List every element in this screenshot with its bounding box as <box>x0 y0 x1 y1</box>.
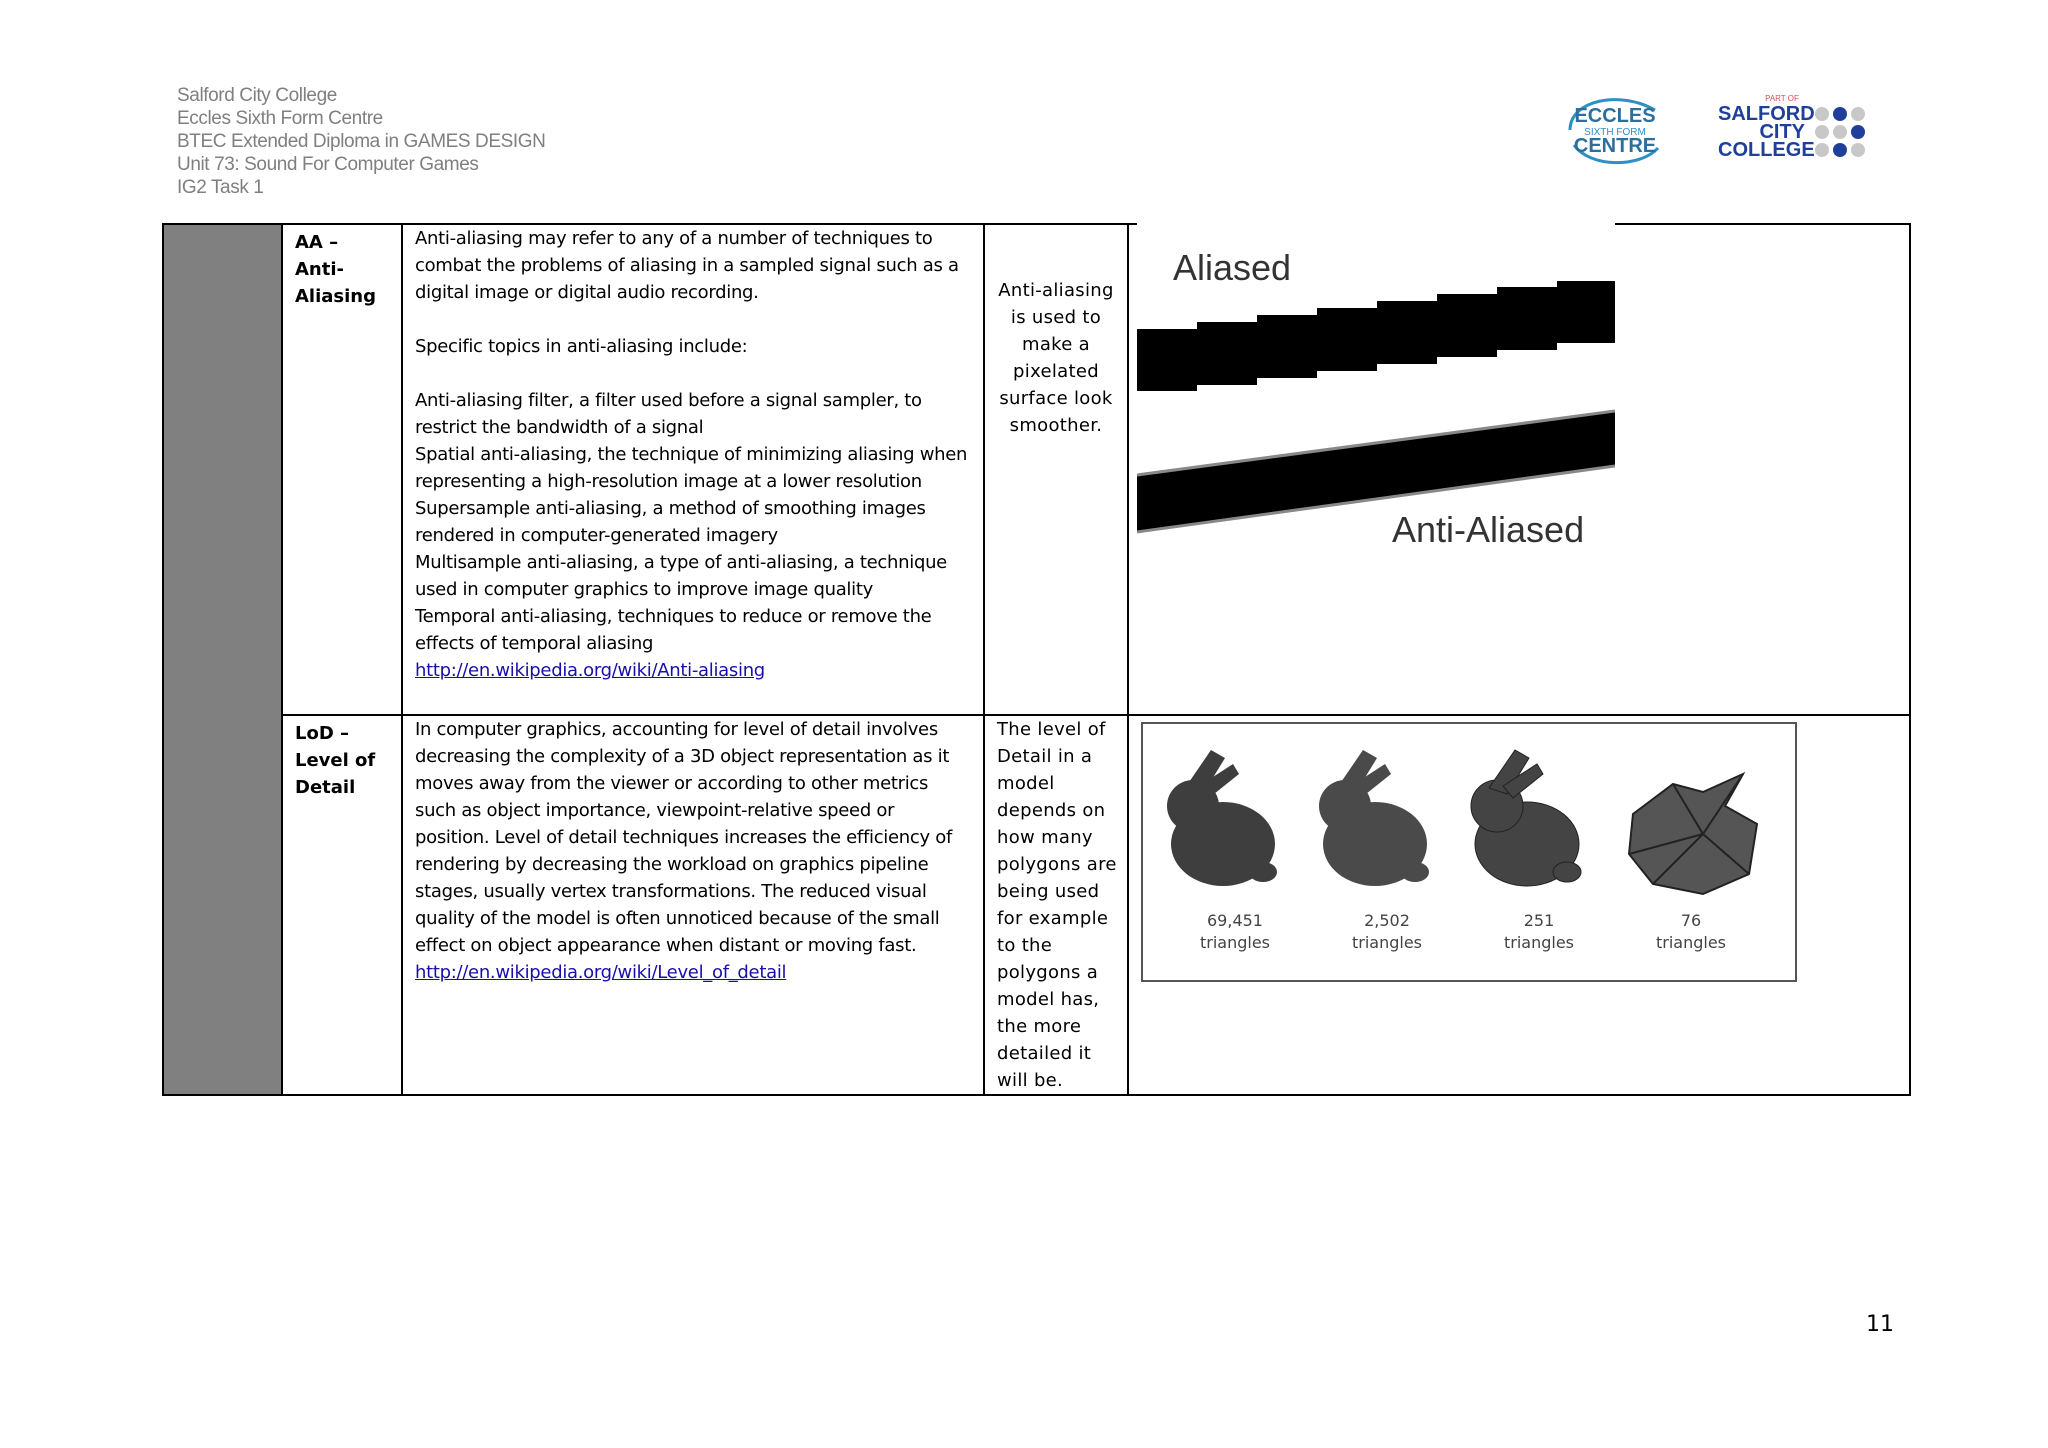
description-paragraph: In computer graphics, accounting for level of detail involves decreasing the complexity of a 3D object representation as it moves away from the viewer or according to other metrics such as object importance, viewpoint-relative speed or position. Level of detail techniques increases the efficiency of rendering by decreasing the workload on graphics pipeline stages, usually vertex transformations. The reduced visual quality of the model is often unnoticed because of the small effect on object appearance when distant or moving fast. <box>415 719 952 956</box>
description-paragraph: Specific topics in anti-aliasing include: <box>415 336 748 357</box>
header-centre: Eccles Sixth Form Centre <box>177 108 383 129</box>
description-paragraph: Supersample anti-aliasing, a method of smoothing images rendered in computer-generated imagery <box>415 498 926 546</box>
description-paragraph: Spatial anti-aliasing, the technique of minimizing aliasing when representing a high-resolution image at a lower resolution <box>415 444 968 492</box>
header-task: IG2 Task 1 <box>177 177 264 198</box>
description-paragraph: Anti-aliasing may refer to any of a number of techniques to combat the problems of aliasing in a sampled signal such as a digital image or digital audio recording. <box>415 228 959 303</box>
description-paragraph: Temporal anti-aliasing, techniques to reduce or remove the effects of temporal aliasing <box>415 606 932 654</box>
eccles-word3: CENTRE <box>1573 135 1657 157</box>
eccles-logo <box>1560 90 1670 170</box>
salford-word2: CITY <box>1759 121 1805 143</box>
logos <box>1560 90 1880 170</box>
image-cell <box>1128 715 1910 1095</box>
header-college: Salford City College <box>177 85 337 106</box>
summary-cell: Anti-aliasing is used to make a pixelated surface look smoother. <box>984 224 1128 715</box>
term-cell: AA – Anti-Aliasing <box>282 224 402 715</box>
description-paragraph: Anti-aliasing filter, a filter used before a signal sampler, to restrict the bandwidth of a signal <box>415 390 922 438</box>
description-cell <box>402 715 984 1095</box>
lod-bunnies-image <box>1141 722 1797 982</box>
aliased-label: Aliased <box>1173 247 1292 288</box>
salford-logo <box>1710 90 1880 170</box>
eccles-word2: SIXTH FORM <box>1584 127 1646 138</box>
wiki-link-level-of-detail[interactable]: http://en.wikipedia.org/wiki/Level_of_detail <box>415 962 787 983</box>
bunny-label: 251 triangles <box>1503 911 1575 952</box>
table-row <box>163 224 1910 715</box>
bunny-label: 69,451 triangles <box>1199 911 1271 952</box>
term-cell: LoD – Level of Detail <box>282 715 402 1095</box>
header-unit: Unit 73: Sound For Computer Games <box>177 154 479 175</box>
page-number: 11 <box>1866 1312 1894 1337</box>
document-header <box>177 84 546 199</box>
bunny-label: 2,502 triangles <box>1351 911 1423 952</box>
salford-word1: SALFORD <box>1718 103 1815 125</box>
header-course: BTEC Extended Diploma in GAMES DESIGN <box>177 131 546 152</box>
grey-margin-column <box>163 224 282 1095</box>
table-row <box>163 715 1910 1095</box>
anti-aliased-label: Anti-Aliased <box>1392 509 1585 550</box>
image-cell <box>1128 224 1910 715</box>
description-paragraph: Multisample anti-aliasing, a type of anti-aliasing, a technique used in computer graphics to improve image quality <box>415 552 947 600</box>
glossary-table <box>162 223 1911 1096</box>
aliasing-comparison-image <box>1137 221 1615 581</box>
summary-cell: The level of Detail in a model depends on how many polygons are being used for example to the polygons a model has, the more detailed it will be. <box>984 715 1128 1095</box>
salford-part-of: PART OF <box>1765 94 1799 103</box>
description-cell <box>402 224 984 715</box>
wiki-link-anti-aliasing[interactable]: http://en.wikipedia.org/wiki/Anti-aliasing <box>415 660 765 681</box>
bunny-label: 76 triangles <box>1655 911 1727 952</box>
salford-word3: COLLEGE <box>1718 139 1815 161</box>
eccles-word1: ECCLES <box>1574 105 1656 127</box>
